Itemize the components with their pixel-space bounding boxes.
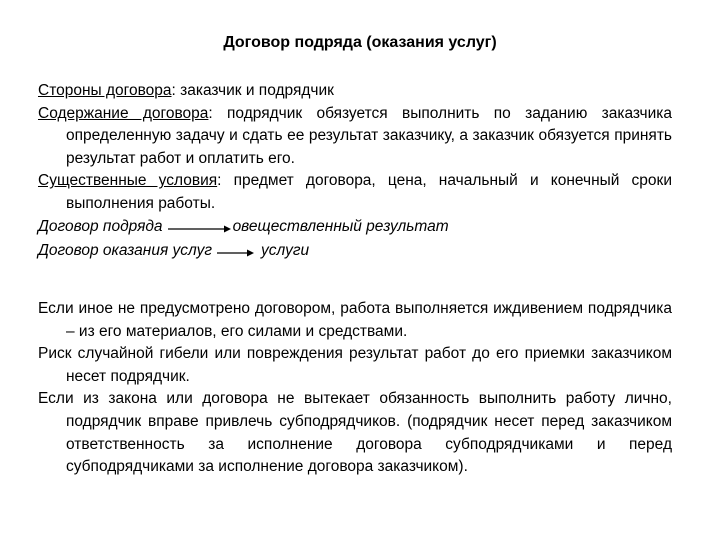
parties-term: Стороны договора (38, 82, 172, 99)
content-text: : подрядчик обязуется выполнить по заданию заказчика определенную задачу и сдать ее результат заказчику, а заказчик обязуется принять результат работ и оплатить его. (66, 104, 672, 167)
subcontractors-paragraph: Если из закона или договора не вытекает обязанность выполнить работу лично, подрядчик вправе привлечь субподрядчиков. (подрядчик несет перед заказчиком ответственность за исполнение договора субподрядчиками и перед субподрядчиками за исполнение договора заказчиком). (38, 390, 672, 476)
contract-services-line (38, 240, 672, 264)
risk-paragraph: Риск случайной гибели или повреждения результат работ до его приемки заказчиком несет подрядчик. (38, 345, 672, 385)
contract-work-label: Договор подряда (38, 218, 163, 236)
content-paragraph (38, 103, 672, 171)
slide-title: Договор подряда (оказания услуг) (223, 34, 497, 51)
contract-work-result: овеществленный результат (232, 218, 449, 236)
parties-text: : заказчик и подрядчик (171, 82, 334, 99)
parties-paragraph (38, 80, 672, 103)
contract-services-label: Договор оказания услуг (38, 242, 212, 260)
contract-services-result: услуги (261, 242, 310, 260)
arrow-right-icon (215, 248, 255, 258)
content-term: Содержание договора (38, 104, 209, 122)
definitions-block (38, 80, 672, 264)
essential-terms-paragraph (38, 170, 672, 215)
essential-terms-text: : предмет договора, цена, начальный и конечный сроки выполнения работы. (66, 172, 672, 212)
provisions-block (38, 298, 672, 479)
contract-work-line (38, 216, 672, 240)
materials-paragraph: Если иное не предусмотрено договором, работа выполняется иждивением подрядчика – из его материалов, его силами и средствами. (38, 300, 672, 340)
essential-terms-term: Существенные условия (38, 172, 218, 190)
arrow-right-icon (166, 224, 232, 234)
